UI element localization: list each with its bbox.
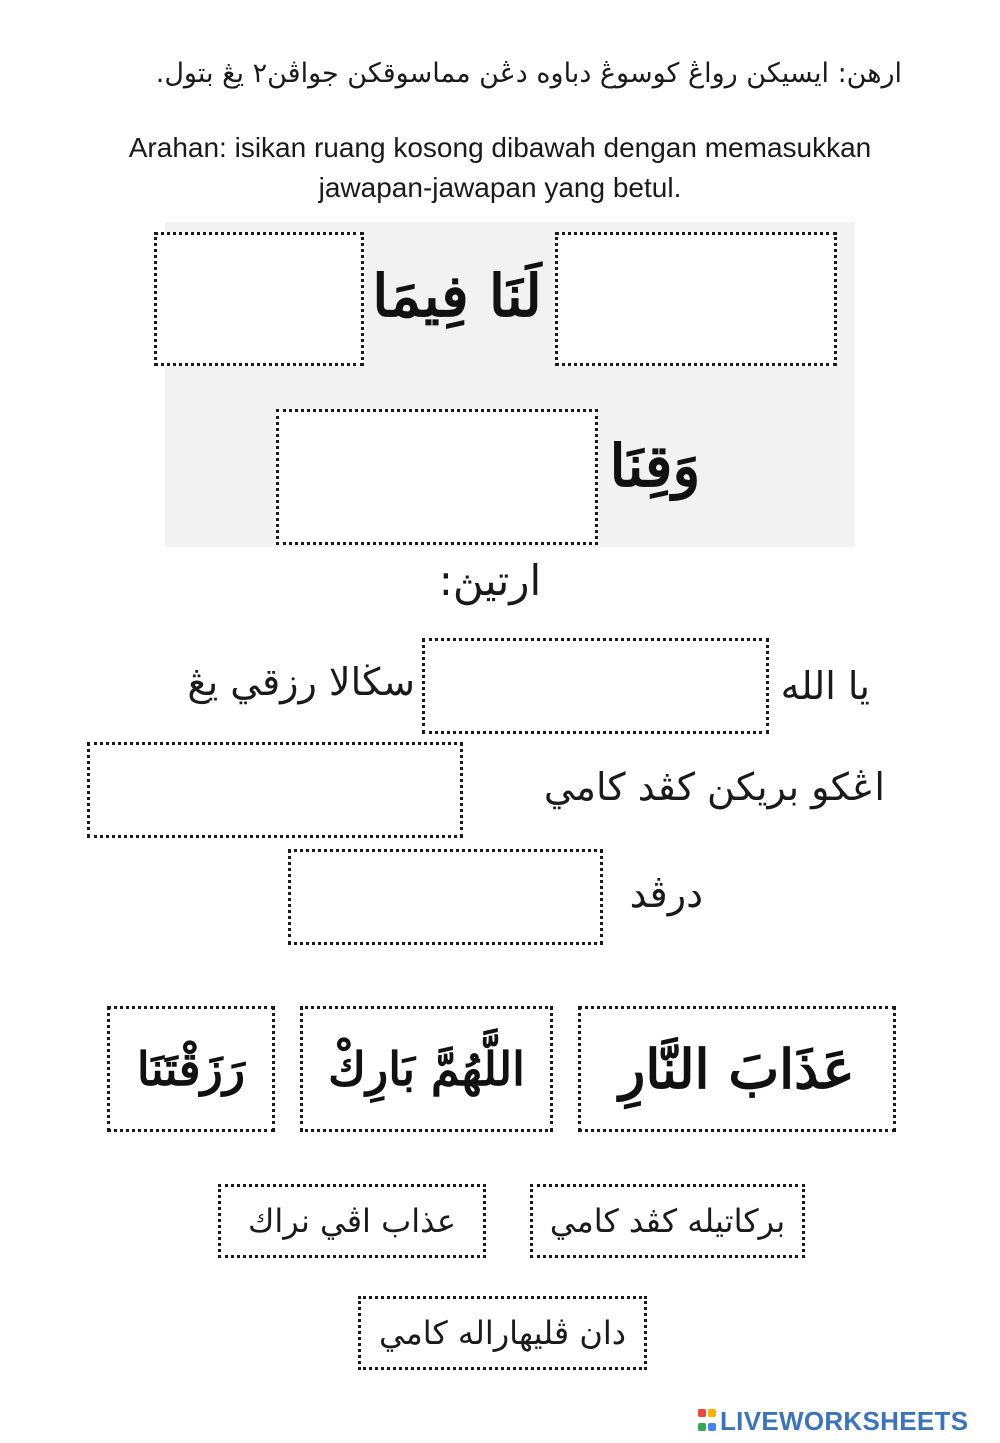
option-text-berkatilah: بركاتيله كڤد كامي [549, 1202, 786, 1240]
liveworksheets-logo-text: LIVEWORKSHEETS [720, 1406, 969, 1436]
doa-phrase-waqina: وَقِنَا [609, 432, 701, 500]
liveworksheets-logo-icon [698, 1409, 716, 1435]
translation-line2: اڠكو بريكن كڤد كامي [543, 765, 885, 809]
option-tile-allahumma-barik[interactable] [300, 1006, 553, 1132]
translation-line1-start: يا الله [780, 664, 870, 708]
instruction-latin-line1: Arahan: isikan ruang kosong dibawah dengan memasukkan [128, 132, 872, 163]
option-text-azab-api-neraka: عذاب اڤي نراك [248, 1202, 456, 1240]
translation-line3: درڤد [629, 872, 703, 916]
option-tile-peliharalah[interactable] [358, 1296, 647, 1370]
option-tile-razaqtana[interactable] [107, 1006, 275, 1132]
instruction-latin-line2: jawapan-jawapan yang betul. [318, 172, 682, 203]
doa-blank-2[interactable] [276, 409, 598, 545]
liveworksheets-logo [698, 1406, 968, 1437]
translation-blank-3[interactable] [288, 849, 603, 945]
option-tile-azab-api-neraka[interactable] [218, 1184, 486, 1258]
option-tile-azab-an-nar[interactable] [578, 1006, 896, 1132]
translation-line1-end: سڬالا رزقي يڠ [187, 660, 415, 704]
translation-blank-2[interactable] [87, 742, 463, 838]
doa-blank-1-right[interactable] [555, 232, 837, 366]
instruction-jawi: ارهن: ايسيكن رواڠ كوسوڠ دباوه دڠن مماسوقكن جواڤن٢ يڠ بتول. [155, 58, 902, 89]
translation-heading: ارتيڽ: [438, 556, 542, 605]
translation-blank-1[interactable] [422, 638, 769, 734]
doa-blank-1-left[interactable] [154, 232, 364, 366]
doa-phrase-lana-fima: لَنَا فِيمَا [372, 262, 542, 330]
option-tile-berkatilah[interactable] [530, 1184, 805, 1258]
option-text-azab-an-nar: عَذَابَ النَّارِ [619, 1037, 855, 1101]
option-text-peliharalah: دان ڤليهاراله كامي [378, 1314, 627, 1352]
option-text-razaqtana: رَزَقْتَنَا [136, 1042, 246, 1096]
option-text-allahumma-barik: اللَّهُمَّ بَارِكْ [328, 1042, 525, 1096]
